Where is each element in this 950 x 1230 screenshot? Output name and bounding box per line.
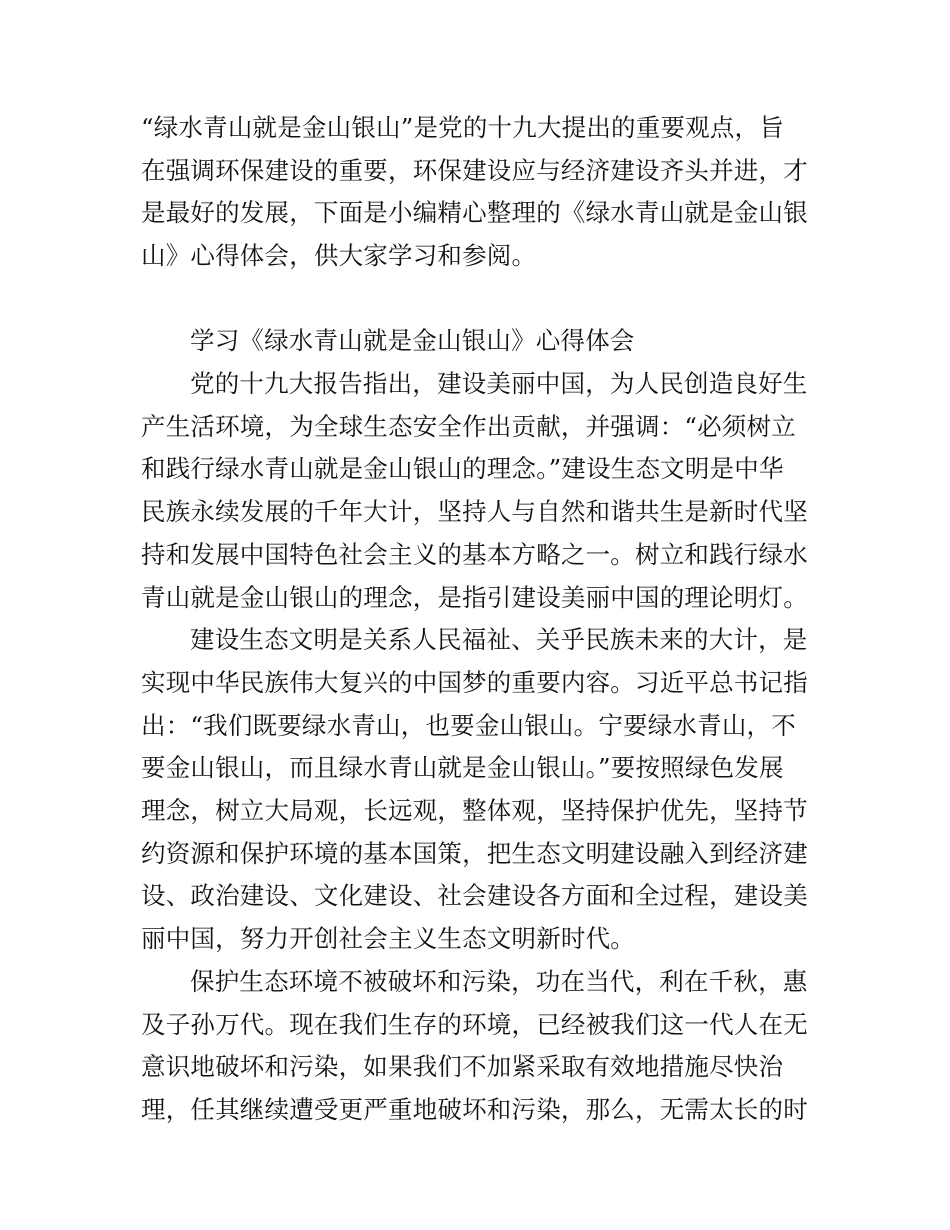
paragraph-line: 要金山银山，而且绿水青山就是金山银山。”要按照绿色发展 (141, 753, 784, 783)
paragraph-line: 设、政治建设、文化建设、社会建设各方面和全过程，建设美 (141, 881, 808, 911)
article-title: 学习《绿水青山就是金山银山》心得体会 (190, 326, 635, 355)
paragraph-line: 丽中国，努力开创社会主义生态文明新时代。 (141, 924, 635, 954)
paragraph-line: 意识地破坏和污染，如果我们不加紧采取有效地措施尽快治 (141, 1052, 784, 1082)
body-paragraph-1 (141, 363, 811, 619)
intro-line: “绿水青山就是金山银山”是党的十九大提出的重要观点，旨 (141, 113, 784, 142)
paragraph-line: 建设生态文明是关系人民福祉、关乎民族未来的大计，是 (190, 625, 808, 655)
intro-paragraph (141, 107, 811, 278)
paragraph-line: 持和发展中国特色社会主义的基本方略之一。树立和践行绿水 (141, 539, 808, 569)
article-body (141, 363, 811, 1132)
article-title-block (141, 320, 811, 363)
paragraph-line: 理念，树立大局观，长远观，整体观，坚持保护优先，坚持节 (141, 796, 808, 826)
body-paragraph-3 (141, 961, 811, 1132)
paragraph-line: 约资源和保护环境的基本国策，把生态文明建设融入到经济建 (141, 838, 808, 868)
paragraph-line: 实现中华民族伟大复兴的中国梦的重要内容。习近平总书记指 (141, 667, 808, 697)
paragraph-line: 青山就是金山银山的理念，是指引建设美丽中国的理论明灯。 (141, 582, 808, 612)
intro-line: 山》心得体会，供大家学习和参阅。 (141, 241, 537, 271)
paragraph-line: 民族永续发展的千年大计，坚持人与自然和谐共生是新时代坚 (141, 497, 808, 527)
intro-line: 是最好的发展，下面是小编精心整理的《绿水青山就是金山银 (141, 198, 808, 228)
paragraph-line: 及子孙万代。现在我们生存的环境，已经被我们这一代人在无 (141, 1009, 808, 1039)
paragraph-line: 产生活环境，为全球生态安全作出贡献，并强调：“必须树立 (141, 411, 796, 441)
paragraph-line: 保护生态环境不被破坏和污染，功在当代，利在千秋，惠 (190, 966, 808, 996)
intro-line: 在强调环保建设的重要，环保建设应与经济建设齐头并进，才 (141, 155, 808, 185)
paragraph-line: 和践行绿水青山就是金山银山的理念。”建设生态文明是中华 (141, 454, 784, 484)
paragraph-line: 理，任其继续遭受更严重地破坏和污染，那么，无需太长的时 (141, 1094, 808, 1124)
paragraph-line: 党的十九大报告指出，建设美丽中国，为人民创造良好生 (190, 369, 808, 398)
body-paragraph-2 (141, 619, 811, 961)
paragraph-line: 出：“我们既要绿水青山，也要金山银山。宁要绿水青山，不 (141, 710, 796, 740)
